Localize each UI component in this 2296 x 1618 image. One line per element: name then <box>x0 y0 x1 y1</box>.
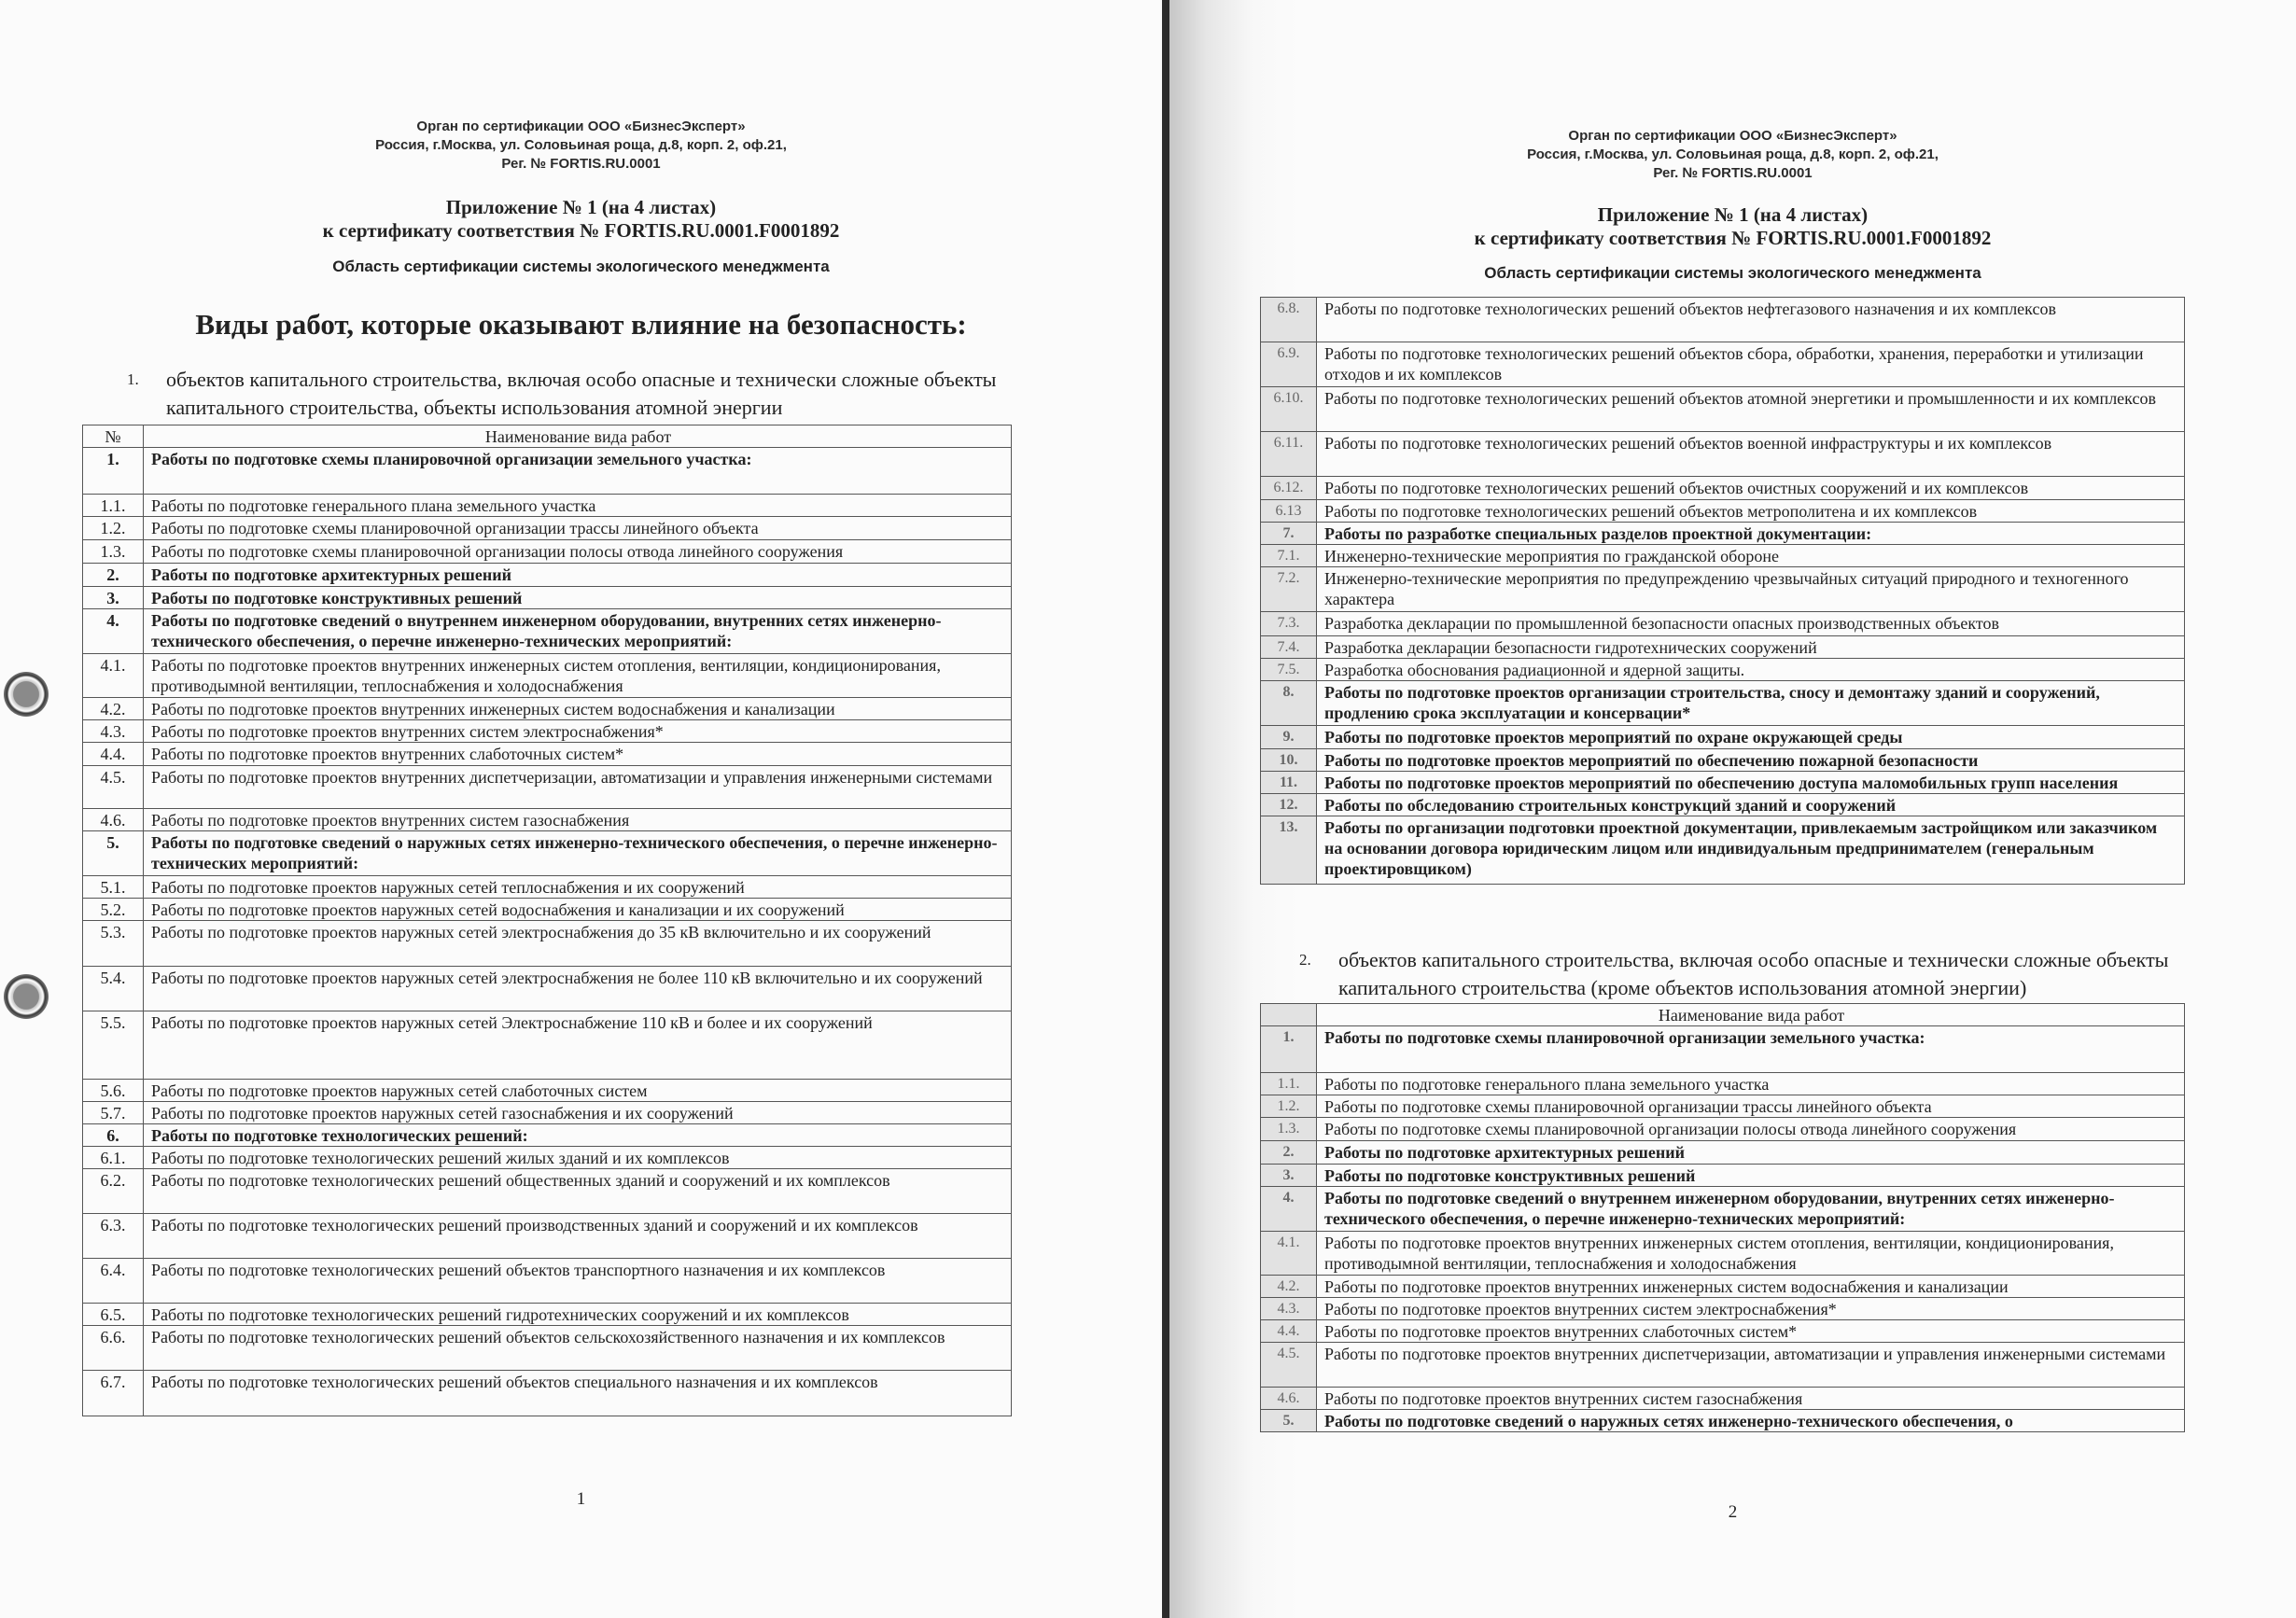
row-number: 6.3. <box>83 1214 144 1259</box>
appendix-line-2: к сертификату соответствия № FORTIS.RU.0001.F0001892 <box>322 219 840 242</box>
table-row <box>83 495 1012 517</box>
row-work-name: Работы по подготовке проектов внутренних инженерных систем водоснабжения и канализации <box>144 698 1012 720</box>
row-work-name: Работы по подготовке схемы планировочной организации земельного участка: <box>144 448 1012 495</box>
row-number: 4.3. <box>1261 1298 1317 1320</box>
section-line-2: капитального строительства, объекты использования атомной энергии <box>166 396 783 419</box>
row-work-name: Работы по подготовке технологических решений производственных зданий и сооружений и их комплексов <box>144 1214 1012 1259</box>
row-number: 6.1. <box>83 1147 144 1169</box>
appendix-title <box>1169 203 2296 250</box>
table-row <box>83 1147 1012 1169</box>
table-row <box>1261 545 2185 567</box>
table-row <box>83 899 1012 921</box>
row-number: 1.3. <box>1261 1118 1317 1141</box>
column-header-name: Наименование вида работ <box>1317 1004 2185 1026</box>
table-row <box>1261 477 2185 500</box>
table-row <box>83 587 1012 609</box>
row-work-name: Работы по подготовке технологических решений объектов очистных сооружений и их комплексов <box>1317 477 2185 500</box>
row-work-name: Работы по обследованию строительных конструкций зданий и сооружений <box>1317 794 2185 816</box>
table-row <box>1261 1410 2185 1432</box>
row-number: 5.3. <box>83 921 144 967</box>
row-number: 4.1. <box>83 654 144 698</box>
appendix-line-2: к сертификату соответствия № FORTIS.RU.0001.F0001892 <box>1474 227 1992 249</box>
certification-area-title: Область сертификации системы экологического менеджмента <box>1484 264 1981 282</box>
table-row <box>83 448 1012 495</box>
row-work-name: Работы по подготовке проектов мероприятий по обеспечению доступа маломобильных групп населения <box>1317 772 2185 794</box>
row-work-name: Работы по подготовке генерального плана земельного участка <box>1317 1073 2185 1095</box>
row-number: 6.5. <box>83 1304 144 1326</box>
row-number: 7.2. <box>1261 567 1317 612</box>
section-2-title <box>1299 946 2169 1002</box>
table-row <box>83 1169 1012 1214</box>
row-number: 1.1. <box>1261 1073 1317 1095</box>
table-row <box>83 698 1012 720</box>
page-gutter <box>1162 0 1169 1618</box>
row-work-name: Работы по подготовке конструктивных решений <box>144 587 1012 609</box>
row-number: 3. <box>83 587 144 609</box>
table-row <box>1261 387 2185 432</box>
row-work-name: Работы по подготовке архитектурных решений <box>1317 1141 2185 1165</box>
row-work-name: Инженерно-технические мероприятия по предупреждению чрезвычайных ситуаций природного и техногенного характера <box>1317 567 2185 612</box>
row-number: 10. <box>1261 749 1317 772</box>
row-number: 5.4. <box>83 967 144 1011</box>
table-row <box>1261 816 2185 885</box>
row-number: 1. <box>1261 1026 1317 1073</box>
table-row <box>83 921 1012 967</box>
table-row <box>83 1214 1012 1259</box>
row-work-name: Работы по подготовке схемы планировочной организации трассы линейного объекта <box>1317 1095 2185 1118</box>
table-row <box>1261 567 2185 612</box>
table-row <box>1261 342 2185 387</box>
row-work-name: Работы по подготовке проектов наружных сетей газоснабжения и их сооружений <box>144 1102 1012 1124</box>
table-row <box>1261 1232 2185 1276</box>
row-number: 4.4. <box>1261 1320 1317 1343</box>
row-number: 6.13 <box>1261 500 1317 523</box>
row-number: 5.1. <box>83 876 144 899</box>
table-row <box>1261 1141 2185 1165</box>
works-table-1 <box>82 425 1012 1416</box>
row-work-name: Работы по подготовке проектов внутренних инженерных систем отопления, вентиляции, кондиционирования, противодымной вентиляции, теплоснабжения и холодоснабжения <box>144 654 1012 698</box>
row-number: 6.9. <box>1261 342 1317 387</box>
table-row <box>1261 500 2185 523</box>
header-reg-number: Рег. № FORTIS.RU.0001 <box>1653 165 1813 181</box>
row-number: 13. <box>1261 816 1317 885</box>
table-row <box>1261 681 2185 726</box>
column-header-number: № <box>83 425 144 448</box>
section-line-2: капитального строительства (кроме объектов использования атомной энергии) <box>1338 976 2027 999</box>
row-work-name: Работы по подготовке технологических решений объектов сбора, обработки, хранения, переработки и утилизации отходов и их комплексов <box>1317 342 2185 387</box>
row-work-name: Работы по подготовке технологических решений объектов транспортного назначения и их комплексов <box>144 1259 1012 1304</box>
table-row <box>83 766 1012 809</box>
row-work-name: Работы по подготовке технологических решений объектов специального назначения и их комплексов <box>144 1371 1012 1416</box>
row-work-name: Работы по подготовке технологических решений объектов военной инфраструктуры и их комплексов <box>1317 432 2185 477</box>
row-number: 3. <box>1261 1165 1317 1187</box>
row-number: 4.5. <box>1261 1343 1317 1388</box>
row-number: 1.1. <box>83 495 144 517</box>
row-number: 4.2. <box>83 698 144 720</box>
row-work-name: Работы по подготовке технологических решений объектов атомной энергетики и промышленности и их комплексов <box>1317 387 2185 432</box>
column-header-number <box>1261 1004 1317 1026</box>
row-work-name: Работы по разработке специальных разделов проектной документации: <box>1317 523 2185 545</box>
row-work-name: Работы по подготовке проектов внутренних систем газоснабжения <box>144 809 1012 831</box>
section-number: 2. <box>1299 951 1311 969</box>
table-row <box>83 1102 1012 1124</box>
row-work-name: Работы по подготовке сведений о наружных сетях инженерно-технического обеспечения, о перечне инженерно-технических мероприятий: <box>144 831 1012 876</box>
row-number: 4.4. <box>83 743 144 766</box>
binder-hole <box>4 974 49 1019</box>
row-work-name: Работы по подготовке проектов внутренних диспетчеризации, автоматизации и управления инженерными системами <box>1317 1343 2185 1388</box>
header-org-name: Орган по сертификации ООО «БизнесЭксперт» <box>416 119 746 134</box>
table-row <box>1261 1118 2185 1141</box>
row-number: 7.5. <box>1261 659 1317 681</box>
row-number: 6. <box>83 1124 144 1147</box>
section-line-1: объектов капитального строительства, включая особо опасные и технически сложные объекты <box>1338 948 2169 971</box>
row-number: 4.6. <box>83 809 144 831</box>
table-row <box>83 517 1012 540</box>
table-row <box>1261 1187 2185 1232</box>
binder-hole <box>4 672 49 717</box>
row-work-name: Работы по подготовке технологических решений общественных зданий и сооружений и их комплексов <box>144 1169 1012 1214</box>
row-number: 4.6. <box>1261 1388 1317 1410</box>
table-row <box>1261 612 2185 636</box>
row-number: 2. <box>1261 1141 1317 1165</box>
table-row <box>1261 432 2185 477</box>
row-number: 6.4. <box>83 1259 144 1304</box>
table-row <box>83 876 1012 899</box>
row-work-name: Работы по подготовке технологических решений объектов метрополитена и их комплексов <box>1317 500 2185 523</box>
page-number: 2 <box>1728 1502 1738 1522</box>
table-row <box>83 1371 1012 1416</box>
table-row <box>1261 659 2185 681</box>
row-work-name: Работы по подготовке проектов наружных сетей электроснабжения не более 110 кВ включительно и их сооружений <box>144 967 1012 1011</box>
row-work-name: Работы по подготовке проектов наружных сетей водоснабжения и канализации и их сооружений <box>144 899 1012 921</box>
row-work-name: Работы по подготовке сведений о наружных сетях инженерно-технического обеспечения, о <box>1317 1410 2185 1432</box>
table-row <box>1261 1343 2185 1388</box>
row-number: 6.10. <box>1261 387 1317 432</box>
table-row <box>1261 1026 2185 1073</box>
row-work-name: Работы по подготовке проектов наружных сетей слаботочных систем <box>144 1080 1012 1102</box>
row-work-name: Работы по подготовке проектов организации строительства, сносу и демонтажу зданий и сооружений, продлению срока эксплуатации и консервации* <box>1317 681 2185 726</box>
table-row <box>1261 749 2185 772</box>
works-table-2 <box>1260 1003 2185 1432</box>
row-work-name: Работы по подготовке схемы планировочной организации полосы отвода линейного сооружения <box>1317 1118 2185 1141</box>
row-number: 6.12. <box>1261 477 1317 500</box>
row-number: 1.2. <box>83 517 144 540</box>
row-number: 1.3. <box>83 540 144 564</box>
page-number: 1 <box>576 1489 586 1509</box>
table-row <box>1261 1073 2185 1095</box>
row-number: 7. <box>1261 523 1317 545</box>
row-work-name: Работы по подготовке технологических решений: <box>144 1124 1012 1147</box>
table-row <box>1261 1388 2185 1410</box>
table-row <box>83 720 1012 743</box>
page-heading: Виды работ, которые оказывают влияние на безопасность: <box>195 308 967 341</box>
table-row <box>83 1326 1012 1371</box>
header-reg-number: Рег. № FORTIS.RU.0001 <box>501 156 661 172</box>
row-work-name: Работы по подготовке проектов наружных сетей электроснабжения до 35 кВ включительно и их сооружений <box>144 921 1012 967</box>
table-row <box>1261 636 2185 659</box>
row-number: 4.1. <box>1261 1232 1317 1276</box>
table-row <box>1261 772 2185 794</box>
row-number: 5. <box>83 831 144 876</box>
row-work-name: Работы по подготовке сведений о внутреннем инженерном оборудовании, внутренних сетях инженерно-технического обеспечения, о перечне инженерно-технических мероприятий: <box>1317 1187 2185 1232</box>
table-row <box>1261 1165 2185 1187</box>
row-number: 4. <box>1261 1187 1317 1232</box>
section-line-1: объектов капитального строительства, включая особо опасные и технически сложные объекты <box>166 368 997 391</box>
row-work-name: Работы по подготовке проектов наружных сетей Электроснабжение 110 кВ и более и их сооружений <box>144 1011 1012 1080</box>
row-work-name: Работы по подготовке схемы планировочной организации полосы отвода линейного сооружения <box>144 540 1012 564</box>
certification-body-header <box>1169 127 2296 183</box>
row-number: 7.3. <box>1261 612 1317 636</box>
row-number: 1.2. <box>1261 1095 1317 1118</box>
row-number: 5.7. <box>83 1102 144 1124</box>
works-table-1-continued <box>1260 297 2185 885</box>
table-row <box>1261 1298 2185 1320</box>
row-number: 4. <box>83 609 144 654</box>
row-work-name: Работы по подготовке архитектурных решений <box>144 564 1012 587</box>
table-row <box>1261 298 2185 342</box>
row-number: 5.5. <box>83 1011 144 1080</box>
table-row <box>1261 1276 2185 1298</box>
row-work-name: Работы по организации подготовки проектной документации, привлекаемым застройщиком или заказчиком на основании договора юридическим лицом или индивидуальным предпринимателем (генеральным проектировщиком) <box>1317 816 2185 885</box>
header-org-name: Орган по сертификации ООО «БизнесЭксперт» <box>1568 128 1897 144</box>
table-row <box>1261 794 2185 816</box>
header-address: Россия, г.Москва, ул. Соловьиная роща, д.8, корп. 2, оф.21, <box>375 137 787 153</box>
row-work-name: Работы по подготовке технологических решений гидротехнических сооружений и их комплексов <box>144 1304 1012 1326</box>
table-row <box>83 967 1012 1011</box>
row-work-name: Работы по подготовке проектов внутренних инженерных систем водоснабжения и канализации <box>1317 1276 2185 1298</box>
row-work-name: Работы по подготовке проектов внутренних слаботочных систем* <box>144 743 1012 766</box>
row-number: 4.3. <box>83 720 144 743</box>
row-work-name: Работы по подготовке проектов внутренних систем электроснабжения* <box>1317 1298 2185 1320</box>
row-number: 6.6. <box>83 1326 144 1371</box>
row-work-name: Разработка декларации безопасности гидротехнических сооружений <box>1317 636 2185 659</box>
table-row <box>1261 1320 2185 1343</box>
row-number: 7.4. <box>1261 636 1317 659</box>
table-row <box>83 1011 1012 1080</box>
appendix-line-1: Приложение № 1 (на 4 листах) <box>445 196 717 218</box>
row-work-name: Разработка обоснования радиационной и ядерной защиты. <box>1317 659 2185 681</box>
appendix-title <box>0 196 1162 243</box>
table-row <box>83 1259 1012 1304</box>
table-row <box>83 1124 1012 1147</box>
table-row <box>83 609 1012 654</box>
table-row <box>83 809 1012 831</box>
row-number: 12. <box>1261 794 1317 816</box>
table-row <box>83 564 1012 587</box>
row-work-name: Работы по подготовке технологических решений объектов сельскохозяйственного назначения и их комплексов <box>144 1326 1012 1371</box>
row-work-name: Работы по подготовке проектов мероприятий по охране окружающей среды <box>1317 726 2185 749</box>
row-number: 9. <box>1261 726 1317 749</box>
section-1-title <box>127 366 997 422</box>
row-work-name: Работы по подготовке проектов внутренних инженерных систем отопления, вентиляции, кондиционирования, противодымной вентиляции, теплоснабжения и холодоснабжения <box>1317 1232 2185 1276</box>
row-number: 4.2. <box>1261 1276 1317 1298</box>
row-work-name: Работы по подготовке проектов внутренних систем электроснабжения* <box>144 720 1012 743</box>
row-work-name: Работы по подготовке сведений о внутреннем инженерном оборудовании, внутренних сетях инженерно-технического обеспечения, о перечне инженерно-технических мероприятий: <box>144 609 1012 654</box>
row-number: 1. <box>83 448 144 495</box>
row-work-name: Работы по подготовке проектов внутренних систем газоснабжения <box>1317 1388 2185 1410</box>
row-number: 5.6. <box>83 1080 144 1102</box>
appendix-line-1: Приложение № 1 (на 4 листах) <box>1597 203 1869 226</box>
header-address: Россия, г.Москва, ул. Соловьиная роща, д.8, корп. 2, оф.21, <box>1527 146 1939 162</box>
table-row <box>83 1304 1012 1326</box>
table-row <box>83 540 1012 564</box>
row-number: 7.1. <box>1261 545 1317 567</box>
row-number: 5.2. <box>83 899 144 921</box>
row-number: 6.7. <box>83 1371 144 1416</box>
table-row <box>83 831 1012 876</box>
table-row <box>1261 726 2185 749</box>
table-header-row <box>1261 1004 2185 1026</box>
row-number: 6.11. <box>1261 432 1317 477</box>
document-page-2 <box>1169 0 2296 1618</box>
table-row <box>83 743 1012 766</box>
row-work-name: Работы по подготовке проектов внутренних диспетчеризации, автоматизации и управления инженерными системами <box>144 766 1012 809</box>
table-row <box>1261 1095 2185 1118</box>
row-work-name: Работы по подготовке проектов наружных сетей теплоснабжения и их сооружений <box>144 876 1012 899</box>
row-work-name: Работы по подготовке технологических решений жилых зданий и их комплексов <box>144 1147 1012 1169</box>
section-number: 1. <box>127 370 139 388</box>
row-work-name: Инженерно-технические мероприятия по гражданской обороне <box>1317 545 2185 567</box>
table-row <box>83 1080 1012 1102</box>
row-number: 4.5. <box>83 766 144 809</box>
row-number: 6.2. <box>83 1169 144 1214</box>
row-number: 2. <box>83 564 144 587</box>
row-number: 11. <box>1261 772 1317 794</box>
row-work-name: Разработка декларации по промышленной безопасности опасных производственных объектов <box>1317 612 2185 636</box>
certification-area-title: Область сертификации системы экологического менеджмента <box>332 258 830 275</box>
row-number: 6.8. <box>1261 298 1317 342</box>
row-work-name: Работы по подготовке конструктивных решений <box>1317 1165 2185 1187</box>
row-work-name: Работы по подготовке технологических решений объектов нефтегазового назначения и их комплексов <box>1317 298 2185 342</box>
certification-body-header <box>0 118 1162 174</box>
row-work-name: Работы по подготовке схемы планировочной организации земельного участка: <box>1317 1026 2185 1073</box>
row-work-name: Работы по подготовке схемы планировочной организации трассы линейного объекта <box>144 517 1012 540</box>
row-work-name: Работы по подготовке проектов внутренних слаботочных систем* <box>1317 1320 2185 1343</box>
table-row <box>1261 523 2185 545</box>
table-header-row <box>83 425 1012 448</box>
row-number: 8. <box>1261 681 1317 726</box>
row-work-name: Работы по подготовке генерального плана земельного участка <box>144 495 1012 517</box>
table-row <box>83 654 1012 698</box>
column-header-name: Наименование вида работ <box>144 425 1012 448</box>
row-number: 5. <box>1261 1410 1317 1432</box>
row-work-name: Работы по подготовке проектов мероприятий по обеспечению пожарной безопасности <box>1317 749 2185 772</box>
